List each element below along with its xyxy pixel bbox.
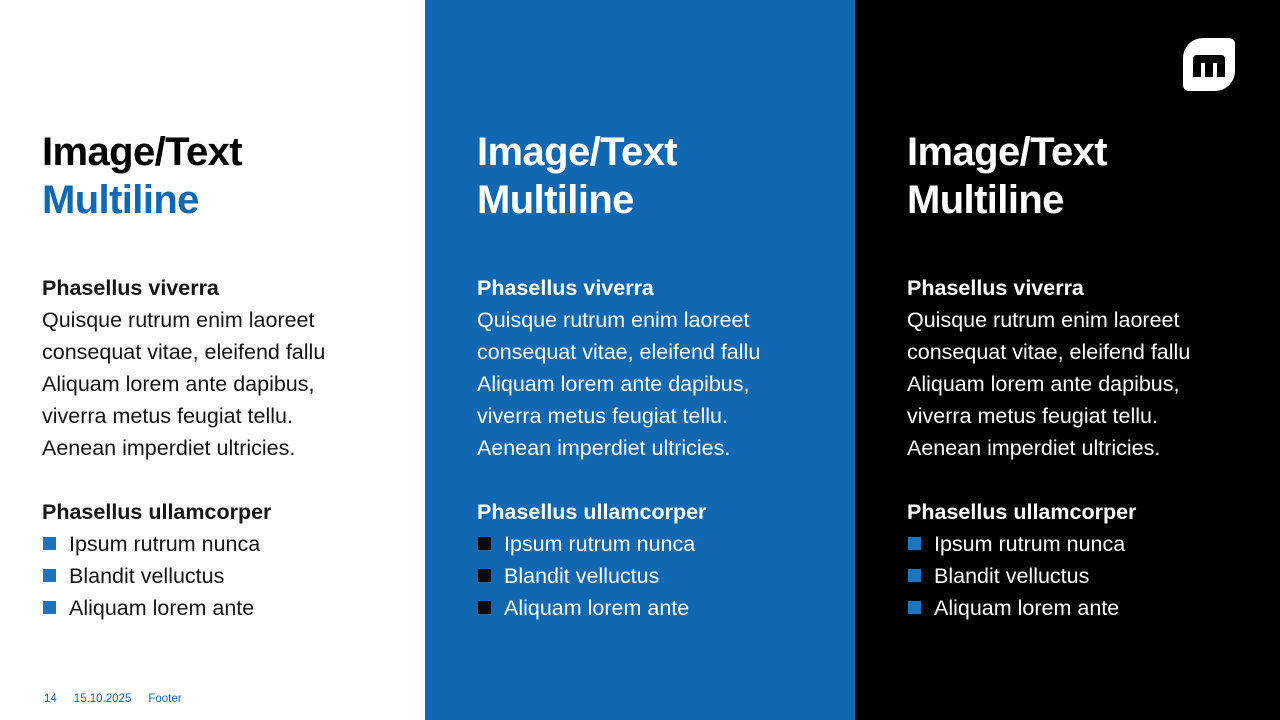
paragraph-line: Quisque rutrum enim laoreet bbox=[42, 308, 315, 332]
bullet-item: Blandit velluctus bbox=[42, 560, 395, 592]
m-logo-icon bbox=[1183, 38, 1235, 91]
paragraph-line: viverra metus feugiat tellu. bbox=[477, 404, 728, 428]
column-title bbox=[477, 128, 825, 224]
column-white bbox=[0, 0, 425, 720]
column-blue bbox=[425, 0, 855, 720]
bullet-item: Blandit velluctus bbox=[477, 560, 825, 592]
title-line-2: Multiline bbox=[907, 178, 1064, 222]
paragraph-line: Quisque rutrum enim laoreet bbox=[907, 308, 1180, 332]
footer bbox=[44, 693, 182, 705]
paragraph-line: viverra metus feugiat tellu. bbox=[42, 404, 293, 428]
paragraph-line: consequat vitae, eleifend fallu bbox=[477, 340, 761, 364]
paragraph-line: Aliquam lorem ante dapibus, bbox=[42, 372, 315, 396]
subheading-ullamcorper: Phasellus ullamcorper bbox=[477, 500, 707, 524]
bullet-list bbox=[477, 528, 825, 624]
title-line-2: Multiline bbox=[477, 178, 634, 222]
bullet-item: Ipsum rutrum nunca bbox=[42, 528, 395, 560]
subheading-ullamcorper: Phasellus ullamcorper bbox=[907, 500, 1137, 524]
title-line-1: Image/Text bbox=[907, 130, 1107, 174]
title-line-1: Image/Text bbox=[42, 130, 242, 174]
footer-page-number: 14 bbox=[44, 693, 57, 705]
bullet-list bbox=[42, 528, 395, 624]
body-paragraph bbox=[42, 304, 395, 464]
subheading-viverra: Phasellus viverra bbox=[42, 276, 219, 300]
bullet-item: Blandit velluctus bbox=[907, 560, 1250, 592]
column-black bbox=[855, 0, 1280, 720]
paragraph-line: Aliquam lorem ante dapibus, bbox=[907, 372, 1180, 396]
bullet-item: Ipsum rutrum nunca bbox=[907, 528, 1250, 560]
bullet-item: Aliquam lorem ante bbox=[477, 592, 825, 624]
body-paragraph bbox=[907, 304, 1250, 464]
column-title bbox=[907, 128, 1250, 224]
paragraph-line: viverra metus feugiat tellu. bbox=[907, 404, 1158, 428]
subheading-ullamcorper: Phasellus ullamcorper bbox=[42, 500, 272, 524]
subheading-viverra: Phasellus viverra bbox=[477, 276, 654, 300]
title-line-1: Image/Text bbox=[477, 130, 677, 174]
footer-text: Footer bbox=[148, 693, 182, 705]
paragraph-line: Aenean imperdiet ultricies. bbox=[907, 436, 1161, 460]
title-line-2: Multiline bbox=[42, 178, 199, 222]
bullet-item: Aliquam lorem ante bbox=[907, 592, 1250, 624]
column-title bbox=[42, 128, 395, 224]
footer-date: 15.10.2025 bbox=[73, 693, 132, 705]
bullet-item: Ipsum rutrum nunca bbox=[477, 528, 825, 560]
paragraph-line: Aenean imperdiet ultricies. bbox=[477, 436, 731, 460]
paragraph-line: Aliquam lorem ante dapibus, bbox=[477, 372, 750, 396]
paragraph-line: Aenean imperdiet ultricies. bbox=[42, 436, 296, 460]
paragraph-line: consequat vitae, eleifend fallu bbox=[42, 340, 326, 364]
paragraph-line: consequat vitae, eleifend fallu bbox=[907, 340, 1191, 364]
bullet-item: Aliquam lorem ante bbox=[42, 592, 395, 624]
bullet-list bbox=[907, 528, 1250, 624]
subheading-viverra: Phasellus viverra bbox=[907, 276, 1084, 300]
body-paragraph bbox=[477, 304, 825, 464]
paragraph-line: Quisque rutrum enim laoreet bbox=[477, 308, 750, 332]
